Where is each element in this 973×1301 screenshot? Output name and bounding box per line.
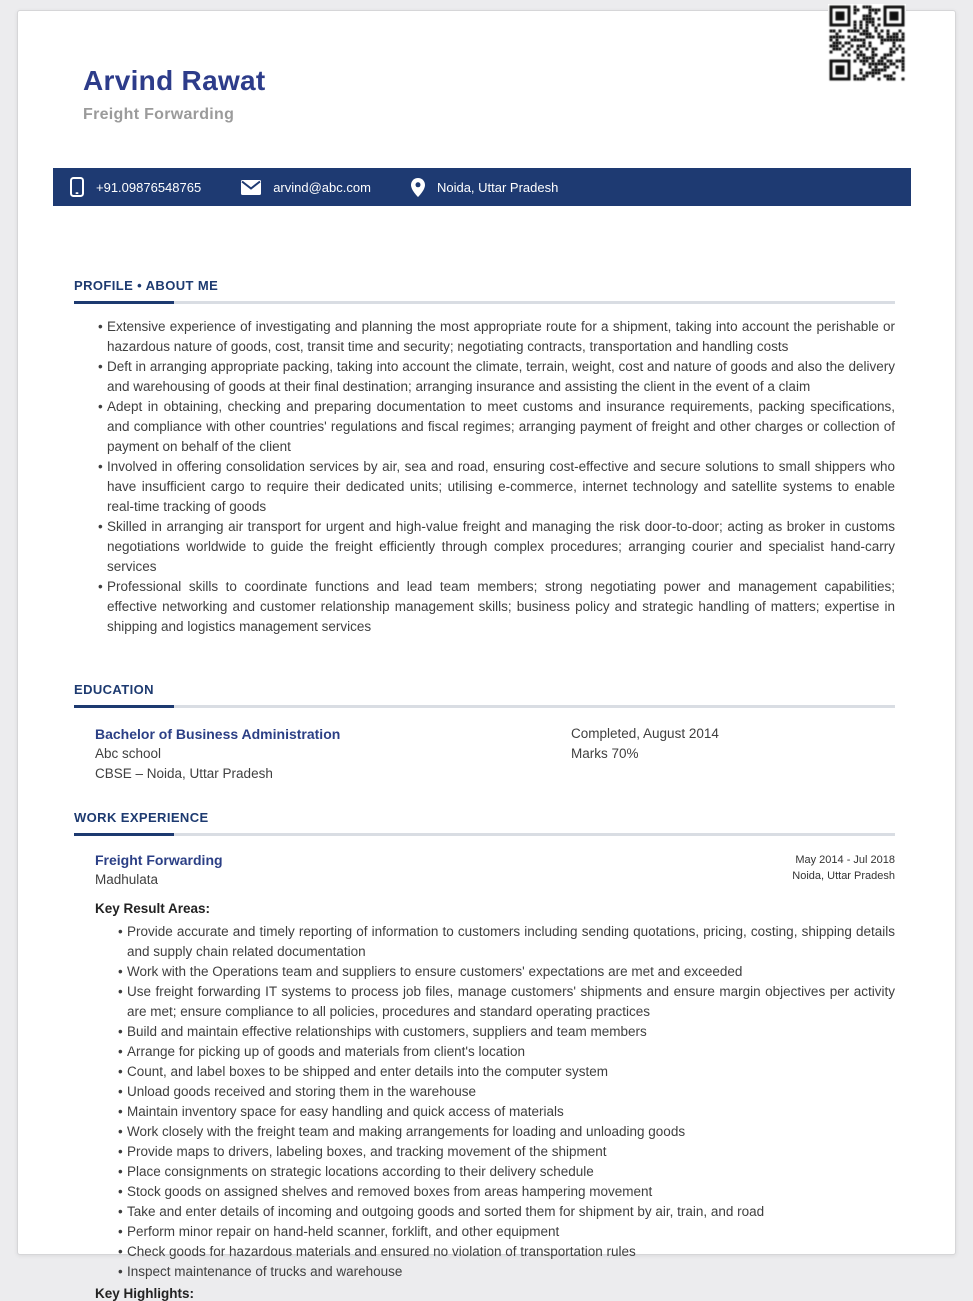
education-marks: Marks 70%: [571, 746, 639, 761]
location-pin-icon: [411, 178, 425, 197]
education-completed: Completed, August 2014: [571, 726, 719, 741]
person-name: Arvind Rawat: [83, 65, 266, 96]
list-item: • Unload goods received and storing them in the warehouse: [117, 1082, 895, 1102]
list-item: • Provide maps to drivers, labeling boxes, and tracking movement of the shipment: [117, 1142, 895, 1162]
profile-bullet-list: [97, 317, 895, 637]
education-degree: Bachelor of Business Administration: [95, 726, 341, 742]
contact-bar: [53, 168, 911, 206]
phone-icon: [70, 177, 84, 197]
contact-phone-text: +91.09876548765: [96, 179, 202, 195]
education-school: Abc school: [95, 746, 162, 761]
key-highlights-label: Key Highlights:: [95, 1286, 195, 1301]
list-item: • Arrange for picking up of goods and materials from client's location: [117, 1042, 895, 1062]
heading-rule: [74, 833, 895, 836]
education-entry: [95, 724, 895, 784]
contact-email-text: arvind@abc.com: [273, 179, 371, 195]
work-location: Noida, Uttar Pradesh: [792, 870, 895, 882]
work-entry-meta: [792, 850, 895, 890]
key-result-areas-label: Key Result Areas:: [95, 901, 211, 916]
education-left: [95, 724, 571, 784]
header: [74, 11, 895, 124]
person-role: Freight Forwarding: [83, 106, 235, 123]
mail-icon: [241, 180, 261, 195]
list-item: • Maintain inventory space for easy handling and quick access of materials: [117, 1102, 895, 1122]
list-item: • Adept in obtaining, checking and preparing documentation to meet customs and insurance requirements, packing specifications, and compliance with other countries' regulations and fiscal regimes; arranging payment of freight and other charges or collection of payment on behalf of the client: [97, 397, 895, 457]
qr-code-icon: [828, 4, 906, 82]
list-item: • Stock goods on assigned shelves and removed boxes from areas hampering movement: [117, 1182, 895, 1202]
list-item: • Professional skills to coordinate functions and lead team members; strong negotiating power and management capabilities; effective networking and customer relationship management skills; business policy and strategic handling of matters; expertise in shipping and logistics management services: [97, 577, 895, 637]
list-item: • Inspect maintenance of trucks and warehouse: [117, 1262, 895, 1282]
work-dates: May 2014 - Jul 2018: [795, 854, 895, 866]
list-item: • Use freight forwarding IT systems to process job files, manage customers' shipments and ensure margin objectives per activity are met; ensure compliance to all policies, procedures and standard operating practices: [117, 982, 895, 1022]
resume-page: [17, 10, 956, 1301]
list-item: • Perform minor repair on hand-held scanner, forklift, and other equipment: [117, 1222, 895, 1242]
contact-email: [241, 180, 371, 195]
section-profile: [74, 278, 895, 637]
contact-location-text: Noida, Uttar Pradesh: [436, 179, 559, 195]
list-item: • Take and enter details of incoming and outgoing goods and sorted them for shipment by air, train, and road: [117, 1202, 895, 1222]
work-entry-left: [95, 850, 223, 890]
work-heading: WORK EXPERIENCE: [74, 810, 209, 825]
work-job-title: Freight Forwarding: [95, 852, 223, 868]
list-item: • Deft in arranging appropriate packing, taking into account the climate, terrain, weight, cost and nature of goods and also the delivery and warehousing of goods at their final destination; arranging insurance and assisting the client in the event of a claim: [97, 357, 895, 397]
list-item: • Count, and label boxes to be shipped and enter details into the computer system: [117, 1062, 895, 1082]
education-heading: EDUCATION: [74, 682, 154, 697]
list-item: • Provide accurate and timely reporting of information to customers including sending quotations, pricing, costing, shipping details and supply chain related documentation: [117, 922, 895, 962]
section-work-experience: [74, 810, 895, 1301]
work-company: Madhulata: [95, 872, 159, 887]
heading-rule: [74, 301, 895, 304]
list-item: • Check goods for hazardous materials and ensured no violation of transportation rules: [117, 1242, 895, 1262]
list-item: • Work closely with the freight team and making arrangements for loading and unloading goods: [117, 1122, 895, 1142]
list-item: • Build and maintain effective relationships with customers, suppliers and team members: [117, 1022, 895, 1042]
heading-rule: [74, 705, 895, 708]
section-education: [74, 682, 895, 784]
list-item: • Skilled in arranging air transport for urgent and high-value freight and managing the risk door-to-door; acting as broker in customs negotiations worldwide to guide the freight efficiently through complex procedures; arranging courier and specialist hand-carry services: [97, 517, 895, 577]
education-board: CBSE – Noida, Uttar Pradesh: [95, 766, 273, 781]
contact-location: [411, 178, 558, 197]
work-entry-header: [95, 850, 895, 890]
work-bullet-list: [117, 922, 895, 1282]
list-item: • Place consignments on strategic locations according to their delivery schedule: [117, 1162, 895, 1182]
education-right: [571, 724, 895, 784]
list-item: • Extensive experience of investigating and planning the most appropriate route for a shipment, taking into account the perishable or hazardous nature of goods, cost, transit time and security; negotiating contracts, transportation and handling costs: [97, 317, 895, 357]
profile-heading: PROFILE • ABOUT ME: [74, 278, 219, 293]
list-item: • Involved in offering consolidation services by air, sea and road, ensuring cost-effective and secure solutions to small shippers who have insufficient cargo to require their dedicated units; utilising e-commerce, internet technology and satellite systems to enable real-time tracking of goods: [97, 457, 895, 517]
list-item: • Work with the Operations team and suppliers to ensure customers' expectations are met and exceeded: [117, 962, 895, 982]
contact-phone: [70, 177, 201, 197]
